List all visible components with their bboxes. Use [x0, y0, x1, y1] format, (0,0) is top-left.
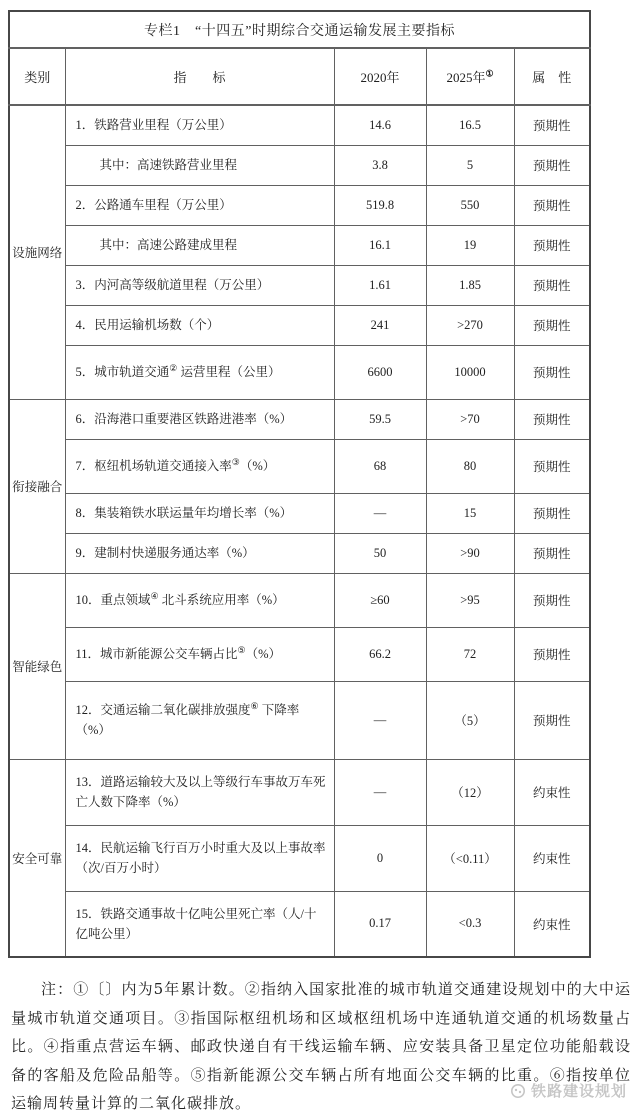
value-2025-cell: （5）: [426, 681, 514, 759]
indicator-cell: 2．公路通车里程（万公里）: [65, 185, 334, 225]
attribute-cell: 预期性: [514, 345, 590, 399]
footnote-ref-icon: ③: [231, 456, 240, 467]
value-2020-cell: 6600: [334, 345, 426, 399]
value-2025-cell: >95: [426, 573, 514, 627]
indicator-cell: 15．铁路交通事故十亿吨公里死亡率（人/十亿吨公里）: [65, 891, 334, 957]
value-2025-cell: >270: [426, 305, 514, 345]
indicator-cell: 8．集装箱铁水联运量年均增长率（%）: [65, 493, 334, 533]
indicator-cell: 12．交通运输二氧化碳排放强度⑥ 下降率（%）: [65, 681, 334, 759]
footnote-ref-icon: ⑥: [250, 700, 259, 711]
value-2025-cell: 10000: [426, 345, 514, 399]
table-row: [9, 265, 590, 305]
table-row: [9, 493, 590, 533]
value-2020-cell: 241: [334, 305, 426, 345]
indicator-cell: 6．沿海港口重要港区铁路进港率（%）: [65, 399, 334, 439]
attribute-cell: 预期性: [514, 439, 590, 493]
table-title-row: [9, 11, 590, 48]
footnote-ref-icon: ④: [150, 590, 159, 601]
header-indicator: 指 标: [65, 48, 334, 105]
indicator-cell: 14．民航运输飞行百万小时重大及以上事故率（次/百万小时）: [65, 825, 334, 891]
category-cell: 设施网络: [9, 105, 65, 399]
table-row: [9, 225, 590, 265]
attribute-cell: 预期性: [514, 399, 590, 439]
footnote-ref-icon: ②: [169, 362, 178, 373]
table-body: [9, 105, 590, 957]
value-2025-cell: 1.85: [426, 265, 514, 305]
attribute-cell: 预期性: [514, 533, 590, 573]
value-2025-cell: >90: [426, 533, 514, 573]
value-2025-cell: 16.5: [426, 105, 514, 145]
category-cell: 安全可靠: [9, 759, 65, 957]
indicator-cell: 其中：高速铁路营业里程: [65, 145, 334, 185]
indicator-cell: 其中：高速公路建成里程: [65, 225, 334, 265]
value-2020-cell: 0: [334, 825, 426, 891]
footnote-ref-icon: ⑤: [237, 644, 246, 655]
header-attribute: 属 性: [514, 48, 590, 105]
indicator-cell: 13．道路运输较大及以上等级行车事故万车死亡人数下降率（%）: [65, 759, 334, 825]
value-2020-cell: —: [334, 681, 426, 759]
watermark-label: 铁路建设规划: [530, 1084, 627, 1100]
table-row: [9, 825, 590, 891]
value-2020-cell: ≥60: [334, 573, 426, 627]
attribute-cell: 预期性: [514, 105, 590, 145]
watermark: [510, 1080, 627, 1101]
value-2020-cell: 519.8: [334, 185, 426, 225]
value-2020-cell: 16.1: [334, 225, 426, 265]
table-row: [9, 533, 590, 573]
value-2025-cell: 550: [426, 185, 514, 225]
value-2020-cell: 1.61: [334, 265, 426, 305]
table-row: [9, 439, 590, 493]
attribute-cell: 约束性: [514, 759, 590, 825]
value-2020-cell: 59.5: [334, 399, 426, 439]
value-2025-cell: <0.3: [426, 891, 514, 957]
table-row: [9, 627, 590, 681]
table-row: [9, 759, 590, 825]
footnote-ref-icon: ①: [485, 68, 494, 79]
attribute-cell: 预期性: [514, 185, 590, 225]
value-2020-cell: 66.2: [334, 627, 426, 681]
value-2025-cell: 19: [426, 225, 514, 265]
value-2025-cell: 15: [426, 493, 514, 533]
value-2025-cell: 80: [426, 439, 514, 493]
table-row: [9, 145, 590, 185]
header-2025-label: 2025年: [446, 70, 486, 85]
attribute-cell: 预期性: [514, 627, 590, 681]
value-2025-cell: （12）: [426, 759, 514, 825]
indicator-cell: 5．城市轨道交通② 运营里程（公里）: [65, 345, 334, 399]
value-2025-cell: >70: [426, 399, 514, 439]
indicator-cell: 1．铁路营业里程（万公里）: [65, 105, 334, 145]
notes-paragraph: 注：①〔〕内为5年累计数。②指纳入国家批准的城市轨道交通建设规划中的大中运量城市轨道交通项目。③指国际枢纽机场和区域枢纽机场中连通轨道交通的机场数量占比。④指重点营运车辆、邮政快递自有干线运输车辆、应安装具备卫星定位功能船载设备的客船及危险品船等。⑤指新能源公交车辆占所有地面公交车辆的比重。⑥指按单位运输周转量计算的二氧化碳排放。: [11, 980, 631, 1112]
category-cell: 智能绿色: [9, 573, 65, 759]
table-row: [9, 681, 590, 759]
value-2025-cell: 5: [426, 145, 514, 185]
attribute-cell: 预期性: [514, 265, 590, 305]
indicator-cell: 7．枢纽机场轨道交通接入率③（%）: [65, 439, 334, 493]
table-title: 专栏1 “十四五”时期综合交通运输发展主要指标: [9, 11, 590, 48]
value-2020-cell: 14.6: [334, 105, 426, 145]
value-2020-cell: —: [334, 493, 426, 533]
attribute-cell: 预期性: [514, 145, 590, 185]
table-row: [9, 345, 590, 399]
value-2020-cell: 0.17: [334, 891, 426, 957]
value-2025-cell: （<0.11）: [426, 825, 514, 891]
header-2025: [426, 48, 514, 105]
table-row: [9, 573, 590, 627]
attribute-cell: 约束性: [514, 891, 590, 957]
watermark-logo-icon: [510, 1083, 526, 1099]
header-category: 类别: [9, 48, 65, 105]
attribute-cell: 预期性: [514, 681, 590, 759]
table-row: [9, 399, 590, 439]
header-2020: 2020年: [334, 48, 426, 105]
category-cell: 衔接融合: [9, 399, 65, 573]
value-2020-cell: 3.8: [334, 145, 426, 185]
attribute-cell: 预期性: [514, 493, 590, 533]
attribute-cell: 预期性: [514, 573, 590, 627]
indicator-cell: 11．城市新能源公交车辆占比⑤（%）: [65, 627, 334, 681]
value-2020-cell: 68: [334, 439, 426, 493]
attribute-cell: 约束性: [514, 825, 590, 891]
table-row: [9, 305, 590, 345]
indicator-table: [8, 10, 591, 958]
table-row: [9, 891, 590, 957]
indicator-cell: 4．民用运输机场数（个）: [65, 305, 334, 345]
table-header-row: [9, 48, 590, 105]
value-2025-cell: 72: [426, 627, 514, 681]
attribute-cell: 预期性: [514, 305, 590, 345]
table-row: [9, 105, 590, 145]
indicator-cell: 10．重点领域④ 北斗系统应用率（%）: [65, 573, 334, 627]
table-row: [9, 185, 590, 225]
indicator-cell: 3．内河高等级航道里程（万公里）: [65, 265, 334, 305]
indicator-cell: 9．建制村快递服务通达率（%）: [65, 533, 334, 573]
attribute-cell: 预期性: [514, 225, 590, 265]
value-2020-cell: —: [334, 759, 426, 825]
value-2020-cell: 50: [334, 533, 426, 573]
